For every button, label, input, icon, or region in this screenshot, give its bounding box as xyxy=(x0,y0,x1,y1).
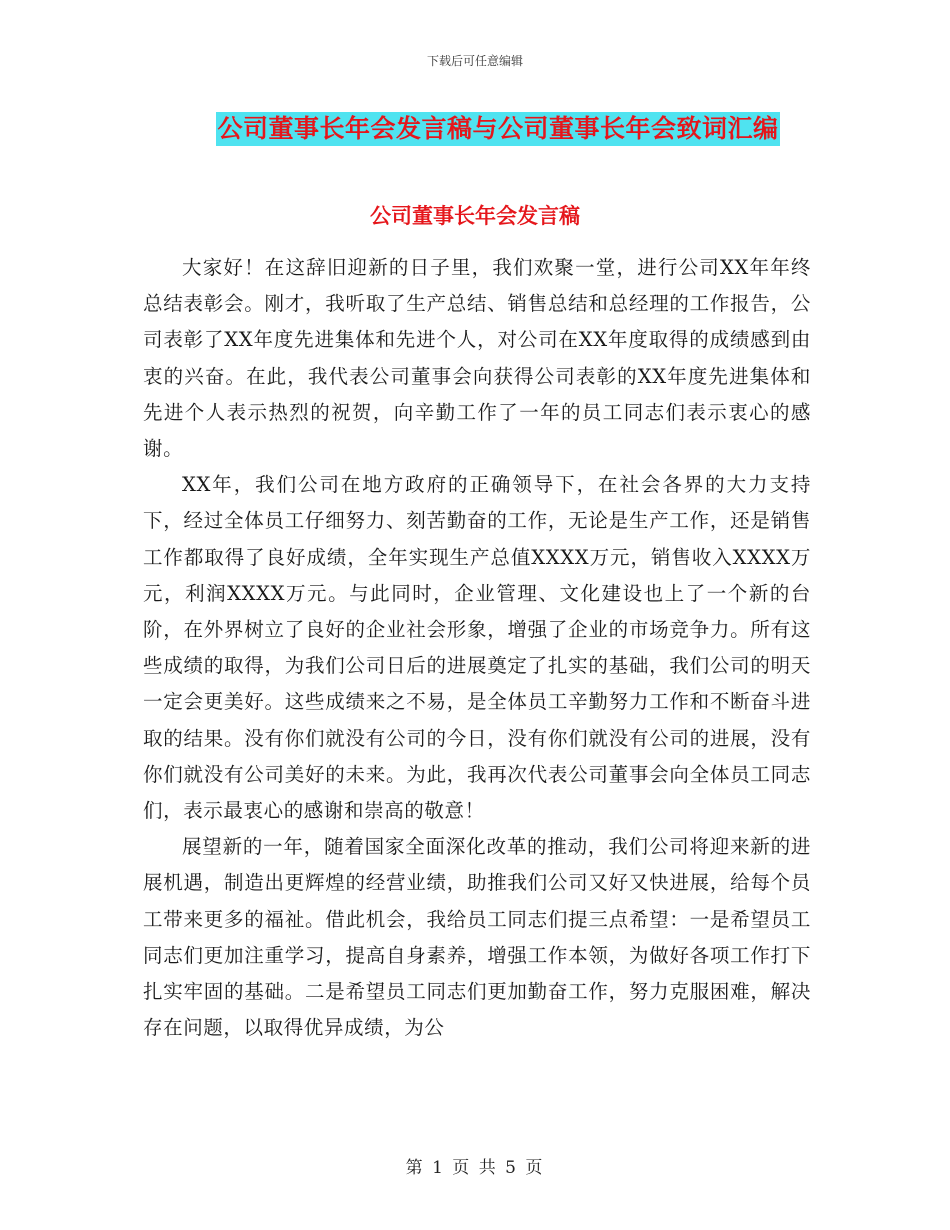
page-footer-number: 第 1 页 共 5 页 xyxy=(405,1158,545,1178)
paragraph-2: XX年，我们公司在地方政府的正确领导下，在社会各界的大力支持下，经过全体员工仔细努力、刻苦勤奋的工作，无论是生产工作，还是销售工作都取得了良好成绩，全年实现生产总值XXXX万元，销售收入XXXX万元，利润XXXX万元。与此同时，企业管理、文化建设也上了一个新的台阶，在外界树立了良好的企业社会形象，增强了企业的市场竞争力。所有这些成绩的取得，为我们公司日后的进展奠定了扎实的基础，我们公司的明天一定会更美好。这些成绩来之不易，是全体员工辛勤努力工作和不断奋斗进取的结果。没有你们就没有公司的今日，没有你们就没有公司的进展，没有你们就没有公司美好的未来。为此，我再次代表公司董事会向全体员工同志们，表示最衷心的感谢和崇高的敬意！ xyxy=(143,473,811,823)
document-title: 公司董事长年会发言稿与公司董事长年会致词汇编 xyxy=(216,112,779,146)
document-body xyxy=(143,250,811,1046)
section-title: 公司董事长年会发言稿 xyxy=(370,204,580,228)
document-title-container xyxy=(0,112,950,146)
paragraph-3: 展望新的一年，随着国家全面深化改革的推动，我们公司将迎来新的进展机遇，制造出更辉煌的经营业绩，助推我们公司又好又快进展，给每个员工带来更多的福祉。借此机会，我给员工同志们提三点希望：一是希望员工同志们更加注重学习，提高自身素养，增强工作本领，为做好各项工作打下扎实牢固的基础。二是希望员工同志们更加勤奋工作，努力克服困难，解决存在问题，以取得优异成绩，为公 xyxy=(143,835,811,1040)
paragraph-1: 大家好！在这辞旧迎新的日子里，我们欢聚一堂，进行公司XX年年终总结表彰会。刚才，我听取了生产总结、销售总结和总经理的工作报告，公司表彰了XX年度先进集体和先进个人，对公司在XX年度取得的成绩感到由衷的兴奋。在此，我代表公司董事会向获得公司表彰的XX年度先进集体和先进个人表示热烈的祝贺，向辛勤工作了一年的员工同志们表示衷心的感谢。 xyxy=(143,256,811,461)
page-header-note: 下载后可任意编辑 xyxy=(426,54,523,68)
